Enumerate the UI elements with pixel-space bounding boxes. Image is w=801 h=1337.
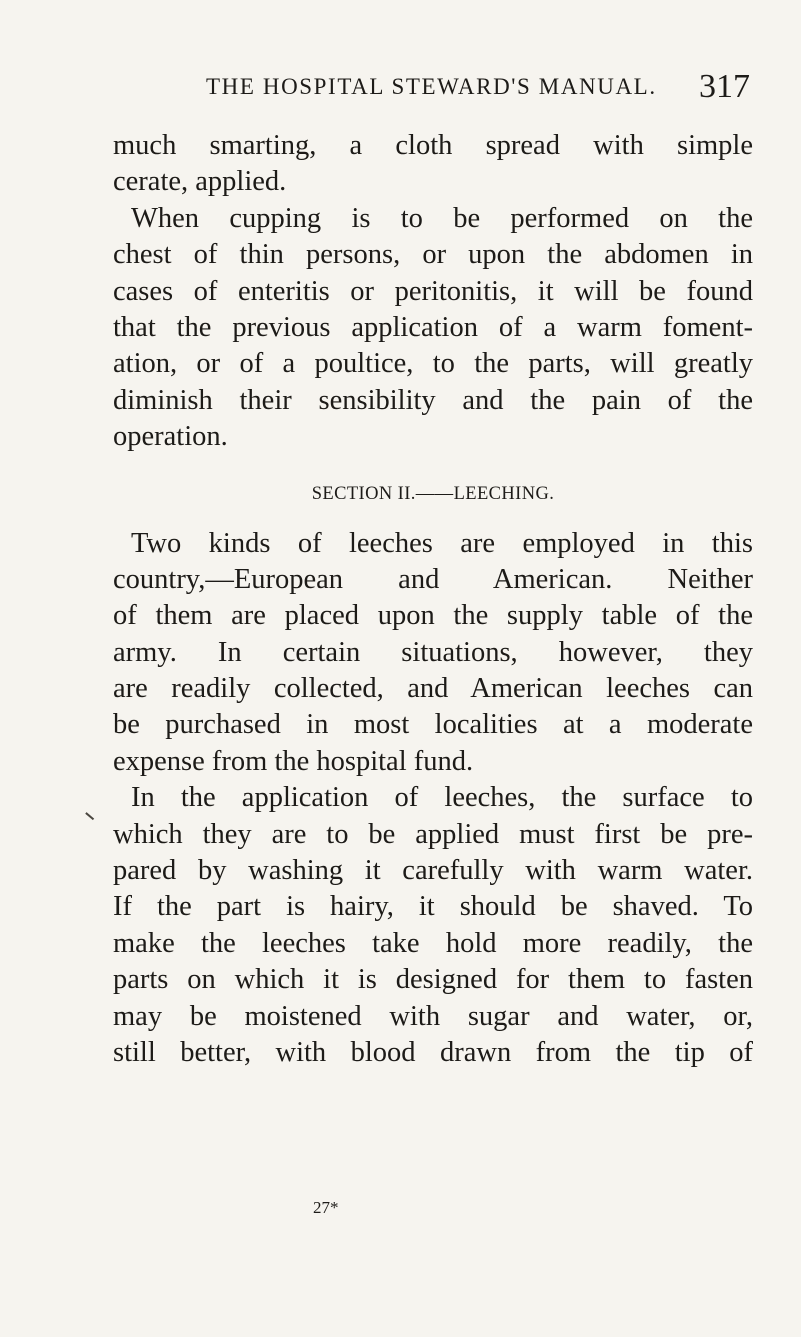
text-line: chest of thin persons, or upon the abdomen in <box>113 239 753 271</box>
text-line: cerate, applied. <box>113 166 287 198</box>
page-number: 317 <box>699 68 750 105</box>
text-line: be purchased in most localities at a moderate <box>113 709 753 741</box>
paragraph-continuation <box>113 128 753 201</box>
body-text <box>113 128 753 1071</box>
text-line: much smarting, a cloth spread with simple <box>113 130 753 161</box>
text-line: When cupping is to be performed on the <box>131 202 753 234</box>
text-line: make the leeches take hold more readily, the <box>113 927 753 959</box>
paragraph-leeches-application <box>113 780 753 1071</box>
text-line: which they are to be applied must first be pre- <box>113 818 753 850</box>
text-line: operation. <box>113 421 228 453</box>
text-line: are readily collected, and American leeches can <box>113 673 753 705</box>
text-line: country,—European and American. Neither <box>113 563 753 595</box>
paragraph-leeches-kinds <box>113 526 753 781</box>
text-line: still better, with blood drawn from the tip of <box>113 1036 753 1068</box>
text-line: diminish their sensibility and the pain of the <box>113 384 753 416</box>
text-line: pared by washing it carefully with warm water. <box>113 855 753 887</box>
text-line: parts on which it is designed for them to fasten <box>113 964 753 996</box>
text-line: of them are placed upon the supply table of the <box>113 600 753 632</box>
running-head <box>110 70 750 110</box>
text-line: Two kinds of leeches are employed in this <box>131 527 753 559</box>
text-line: expense from the hospital fund. <box>113 745 474 777</box>
text-line: ation, or of a poultice, to the parts, will greatly <box>113 348 753 380</box>
text-line: that the previous application of a warm foment- <box>113 311 753 343</box>
running-title: THE HOSPITAL STEWARD'S MANUAL. <box>206 74 657 99</box>
text-line: In the application of leeches, the surface to <box>131 782 753 814</box>
text-line: cases of enteritis or peritonitis, it will be found <box>113 275 753 307</box>
section-heading: SECTION II.——LEECHING. <box>311 483 555 504</box>
text-line: may be moistened with sugar and water, or, <box>113 1000 753 1032</box>
signature-mark: 27* <box>313 1198 339 1217</box>
margin-mark <box>85 812 94 820</box>
text-line: army. In certain situations, however, they <box>113 636 753 668</box>
paragraph-cupping <box>113 201 753 456</box>
text-line: If the part is hairy, it should be shaved. To <box>113 891 753 923</box>
